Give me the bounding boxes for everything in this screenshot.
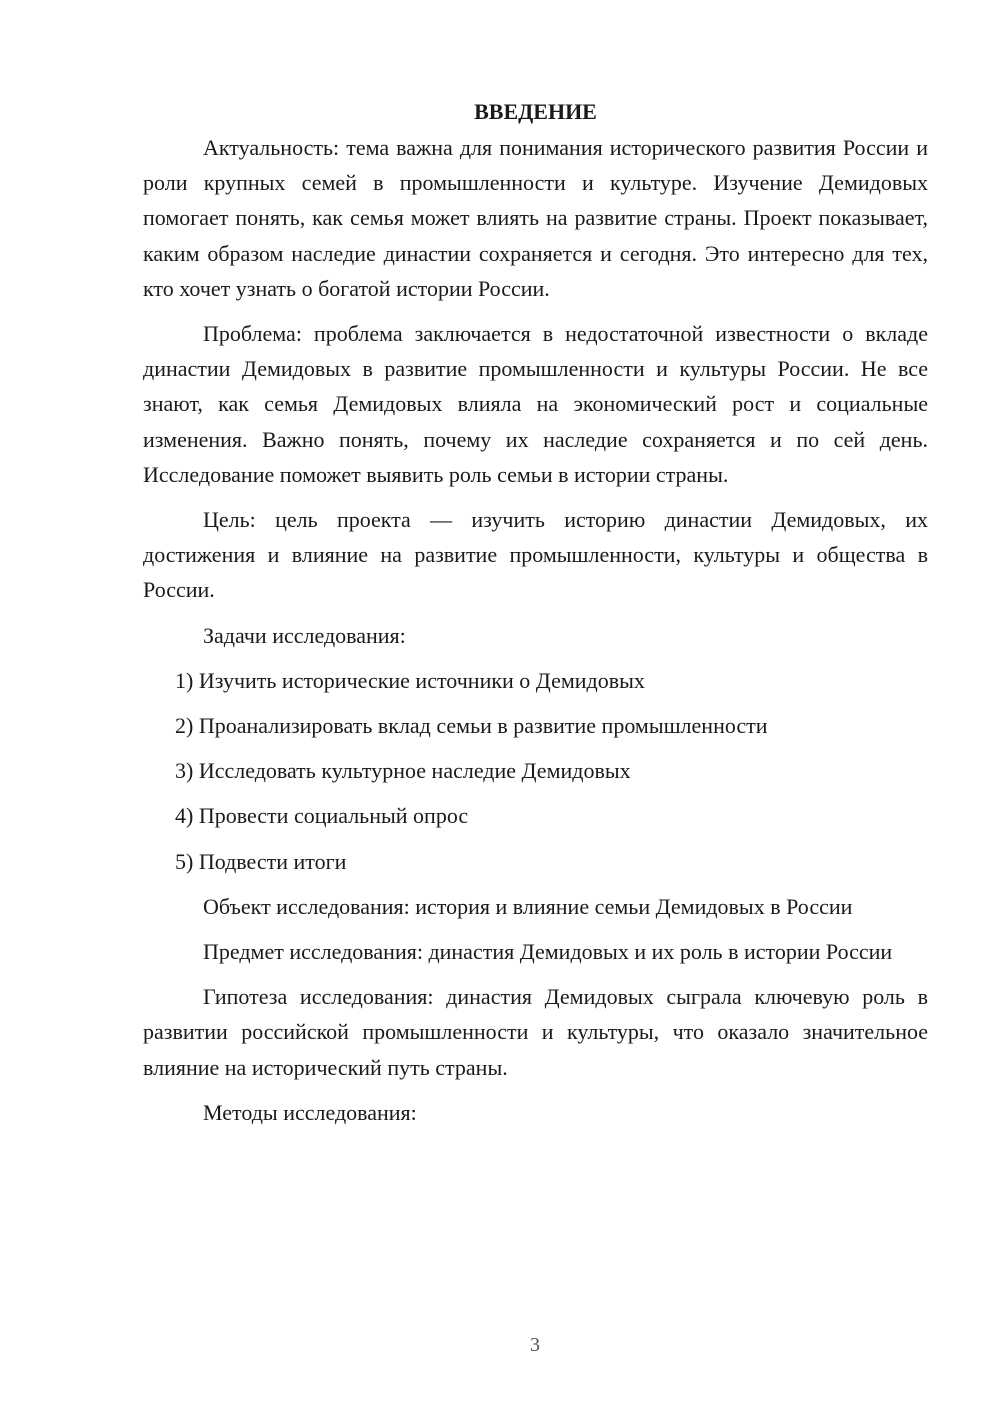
list-item: 2) Проанализировать вклад семьи в развитие промышленности [175,713,768,739]
tasks-list [143,663,928,879]
tasks-heading: Задачи исследования: [203,622,406,648]
methods-heading: Методы исследования: [203,1099,417,1125]
page-content [143,94,928,1140]
paragraph-hypothesis: Гипотеза исследования: династия Демидовых сыграла ключевую роль в развитии российской промышленности и культуры, что оказало значительное влияние на исторический путь страны. [143,984,928,1080]
paragraph-goal: Цель: цель проекта — изучить историю династии Демидовых, их достижения и влияние на развитие промышленности, культуры и общества в России. [143,507,928,603]
list-item: 5) Подвести итоги [175,848,347,874]
list-item: 1) Изучить исторические источники о Демидовых [175,667,645,693]
page-number: 3 [530,1334,540,1356]
paragraph-relevance: Актуальность: тема важна для понимания исторического развития России и роли крупных семей в промышленности и культуре. Изучение Демидовых помогает понять, как семья может влиять на развитие страны. Проект показывает, каким образом наследие династии сохраняется и сегодня. Это интересно для тех, кто хочет узнать о богатой истории России. [143,135,928,301]
list-item: 3) Исследовать культурное наследие Демидовых [175,758,631,784]
paragraph-subject: Предмет исследования: династия Демидовых и их роль в истории России [203,939,893,965]
list-item: 4) Провести социальный опрос [175,803,469,829]
page-title: ВВЕДЕНИЕ [474,99,597,124]
paragraph-problem: Проблема: проблема заключается в недостаточной известности о вкладе династии Демидовых в развитие промышленности и культуры России. Не все знают, как семья Демидовых влияла на экономический рост и социальные изменения. Важно понять, почему их наследие сохраняется и по сей день. Исследование поможет выявить роль семьи в истории страны. [143,321,928,487]
paragraph-object: Объект исследования: история и влияние семьи Демидовых в России [203,893,853,919]
